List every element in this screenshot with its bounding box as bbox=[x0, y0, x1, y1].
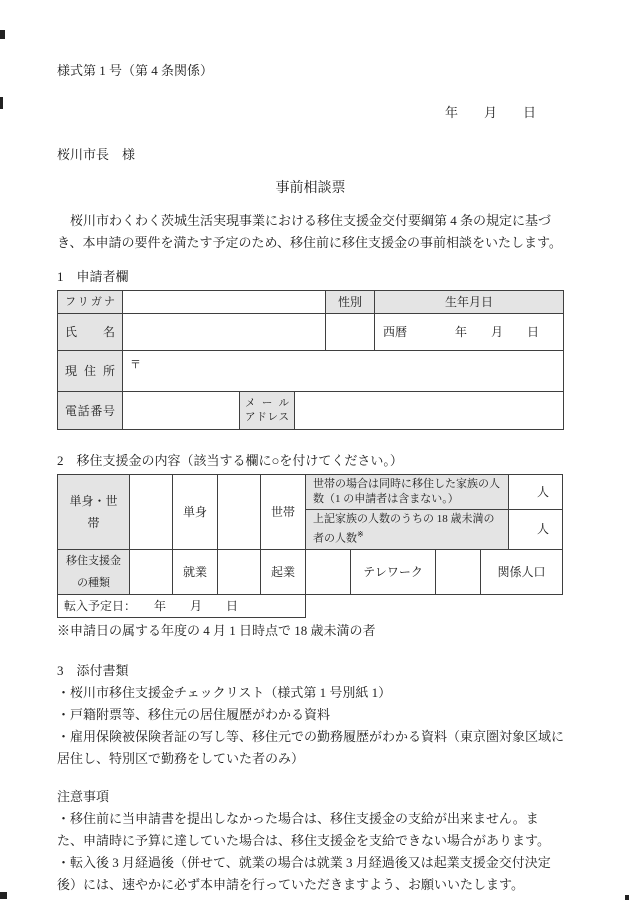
phone-label: 電話番号 bbox=[58, 392, 123, 430]
minor-count-desc bbox=[306, 510, 509, 550]
minor-count-input-cell[interactable]: 人 bbox=[509, 510, 563, 550]
startup-check-cell[interactable] bbox=[218, 549, 261, 594]
single-check-cell[interactable] bbox=[130, 475, 173, 550]
household-check-cell[interactable] bbox=[218, 475, 261, 550]
section2-heading: 2 移住支援金の内容（該当する欄に○を付けてください。） bbox=[57, 453, 403, 468]
attachment-item: ・桜川市移住支援金チェックリスト（様式第 1 号別紙 1） bbox=[57, 684, 392, 700]
empty-area bbox=[306, 594, 563, 617]
kankei-check-cell[interactable] bbox=[436, 549, 481, 594]
note-item: ・転入後 3 月経過後（併せて、就業の場合は就業 3 月経過後又は起業支援金交付決定後）には、速やかに必ず本申請を行っていただきますよう、お願いいたします。 bbox=[57, 854, 551, 892]
furigana-input-cell[interactable] bbox=[123, 291, 326, 314]
birthdate-label: 生年月日 bbox=[375, 291, 564, 314]
furigana-label: フリガナ bbox=[58, 291, 123, 314]
address-label: 現住所 bbox=[58, 351, 123, 392]
minor-definition-note: ※申請日の属する年度の 4 月 1 日時点で 18 歳未満の者 bbox=[57, 622, 376, 638]
gender-label: 性別 bbox=[326, 291, 375, 314]
email-label-line1: メール bbox=[245, 397, 289, 409]
telework-check-cell[interactable] bbox=[306, 549, 351, 594]
birthdate-input-cell[interactable]: 西暦 年 月 日 bbox=[375, 314, 564, 351]
note-item: ・移住前に当申請書を提出しなかった場合は、移住支援金の支給が出来ません。また、申請時に予算に達していた場合は、移住支援金を支給できない場合があります。 bbox=[57, 810, 550, 848]
intro-paragraph: 桜川市わくわく茨城生活実現事業における移住支援金交付要綱第 4 条の規定に基づき、本申請の要件を満たす予定のため、移住前に移住支援金の事前相談をいたします。 bbox=[57, 213, 562, 250]
single-option: 単身 bbox=[173, 475, 218, 550]
scan-artifact bbox=[0, 30, 5, 39]
attachment-item: ・雇用保険被保険者証の写し等、移住元での勤務履歴がわかる資料（東京圏対象区域に居住し、特別区で勤務をしていた者のみ） bbox=[57, 728, 565, 766]
move-in-date-cell[interactable]: 転入予定日： 年 月 日 bbox=[58, 594, 306, 617]
addressee: 桜川市長 様 bbox=[57, 147, 136, 162]
email-label bbox=[240, 392, 295, 430]
scan-artifact bbox=[0, 892, 7, 899]
applicant-table bbox=[57, 290, 564, 430]
section3-heading: 3 添付書類 bbox=[57, 662, 129, 678]
minor-count-desc-text: 上記家族の人数のうちの 18 歳未満の者の人数 bbox=[313, 513, 495, 545]
address-input-cell[interactable] bbox=[123, 351, 564, 392]
notes-heading: 注意事項 bbox=[57, 788, 110, 804]
gender-input-cell[interactable] bbox=[326, 314, 375, 351]
family-count-input-cell[interactable]: 人 bbox=[509, 475, 563, 510]
family-count-desc: 世帯の場合は同時に移住した家族の人数（1 の申請者は含まない。） bbox=[306, 475, 509, 510]
scan-artifact bbox=[0, 97, 3, 109]
kankei-option: 関係人口 bbox=[481, 549, 563, 594]
startup-option: 起業 bbox=[261, 549, 306, 594]
name-label: 氏名 bbox=[58, 314, 123, 351]
email-label-line2: アドレス bbox=[245, 411, 289, 423]
phone-input-cell[interactable] bbox=[123, 392, 240, 430]
date-line: 年 月 日 bbox=[444, 105, 536, 120]
postal-mark: 〒 bbox=[130, 359, 141, 371]
support-table bbox=[57, 474, 563, 618]
name-input-cell[interactable] bbox=[123, 314, 326, 351]
telework-option: テレワーク bbox=[351, 549, 436, 594]
form-number: 様式第 1 号（第 4 条関係） bbox=[57, 63, 214, 78]
document-title: 事前相談票 bbox=[275, 181, 346, 196]
category-label: 単身・世帯 bbox=[58, 475, 130, 550]
attachment-item: ・戸籍附票等、移住元の居住履歴がわかる資料 bbox=[57, 706, 331, 722]
minor-count-ref-mark: ※ bbox=[357, 530, 364, 539]
employment-option: 就業 bbox=[173, 549, 218, 594]
scan-artifact bbox=[625, 895, 629, 900]
type-label: 移住支援金の種類 bbox=[58, 549, 130, 594]
household-option: 世帯 bbox=[261, 475, 306, 550]
employment-check-cell[interactable] bbox=[130, 549, 173, 594]
section1-heading: 1 申請者欄 bbox=[57, 269, 129, 284]
email-input-cell[interactable] bbox=[295, 392, 564, 430]
